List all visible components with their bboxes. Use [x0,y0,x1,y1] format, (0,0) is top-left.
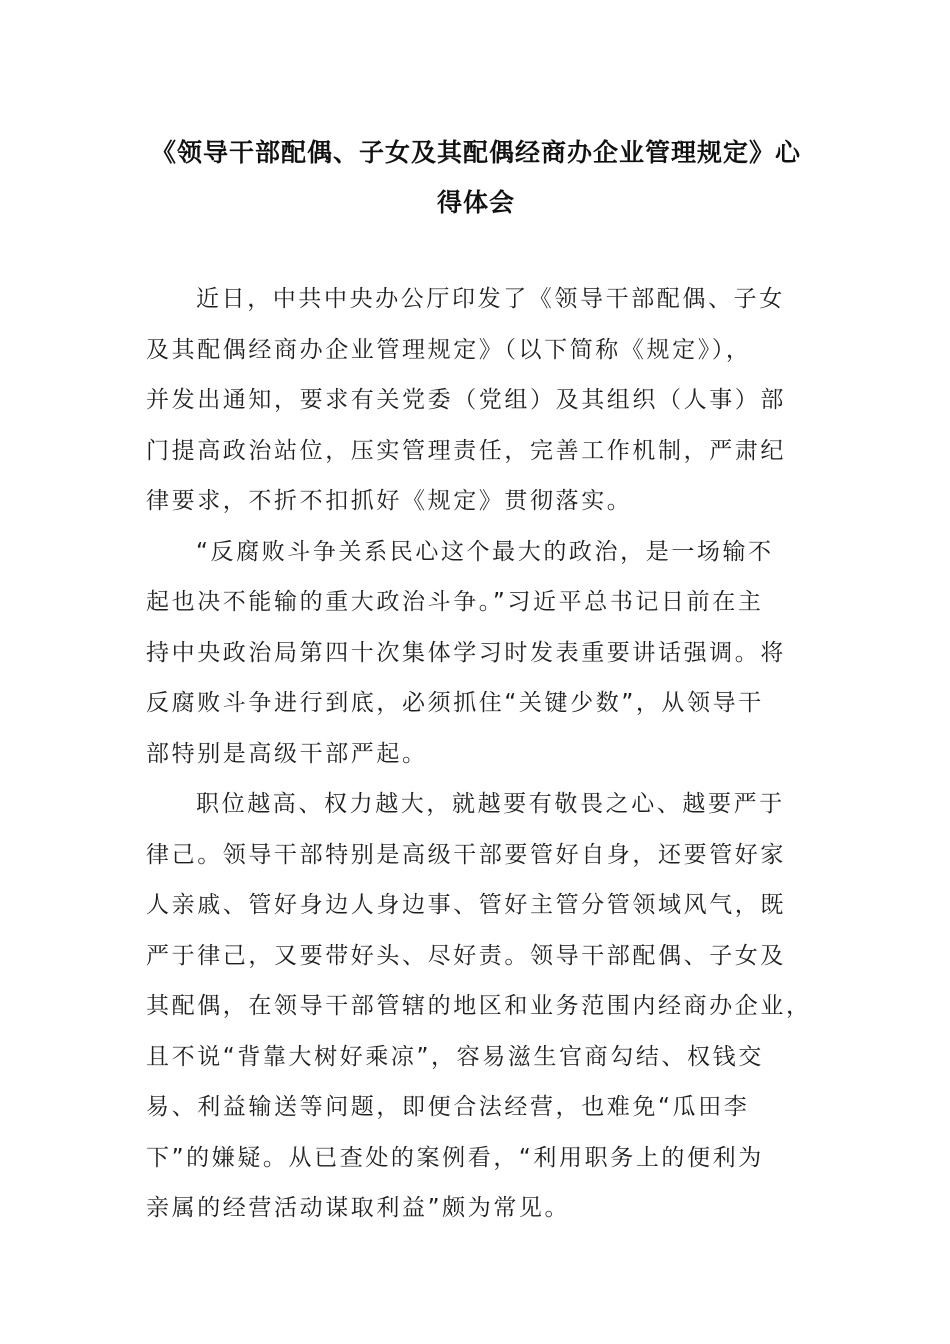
title-line: 得体会 [436,188,515,217]
paragraph-line: 严于律己，又要带好头、尽好责。领导干部配偶、子女及 [146,942,786,969]
title-line: 《领导干部配偶、子女及其配偶经商办企业管理规定》心 [150,138,801,167]
paragraph-line: 门提高政治站位，压实管理责任，完善工作机制，严肃纪 [146,437,786,464]
paragraph-line: 亲属的经营活动谋取利益”颇为常见。 [146,1195,571,1221]
paragraph-line: 易、利益输送等问题，即便合法经营，也难免“瓜田李 [146,1094,750,1120]
document-body [146,274,812,1234]
paragraph-quote [146,527,806,780]
paragraph-intro [146,274,806,527]
paragraph-line: 近日，中共中央办公厅印发了《领导干部配偶、子女 [196,286,785,312]
paragraph-line: “反腐败斗争关系民心这个最大的政治，是一场输不 [196,538,774,565]
paragraph-line: 反腐败斗争进行到底，必须抓住“关键少数”，从领导干 [146,690,764,716]
paragraph-line: 下”的嫌疑。从已查处的案例看，“利用职务上的便利为 [146,1144,764,1171]
document-title [146,128,806,228]
paragraph-line: 并发出通知，要求有关党委（党组）及其组织（人事）部 [146,387,786,413]
paragraph-discussion [146,779,812,1234]
paragraph-line: 且不说“背靠大树好乘凉”，容易滋生官商勾结、权钱交 [146,1043,764,1070]
paragraph-line: 及其配偶经商办企业管理规定》（以下简称《规定》）， [146,336,752,363]
paragraph-line: 其配偶，在领导干部管辖的地区和业务范围内经商办企业， [146,993,812,1019]
paragraph-line: 律己。领导干部特别是高级干部要管好自身，还要管好家 [146,841,786,868]
paragraph-line: 持中央政治局第四十次集体学习时发表重要讲话强调。将 [146,639,786,666]
paragraph-line: 部特别是高级干部严起。 [146,740,428,767]
paragraph-line: 人亲戚、管好身边人身边事、管好主管分管领域风气，既 [146,892,786,918]
paragraph-line: 律要求，不折不扣抓好《规定》贯彻落实。 [146,488,633,514]
paragraph-line: 起也决不能输的重大政治斗争。”习近平总书记日前在主 [146,589,764,615]
paragraph-line: 职位越高、权力越大，就越要有敬畏之心、越要严于 [196,791,785,817]
